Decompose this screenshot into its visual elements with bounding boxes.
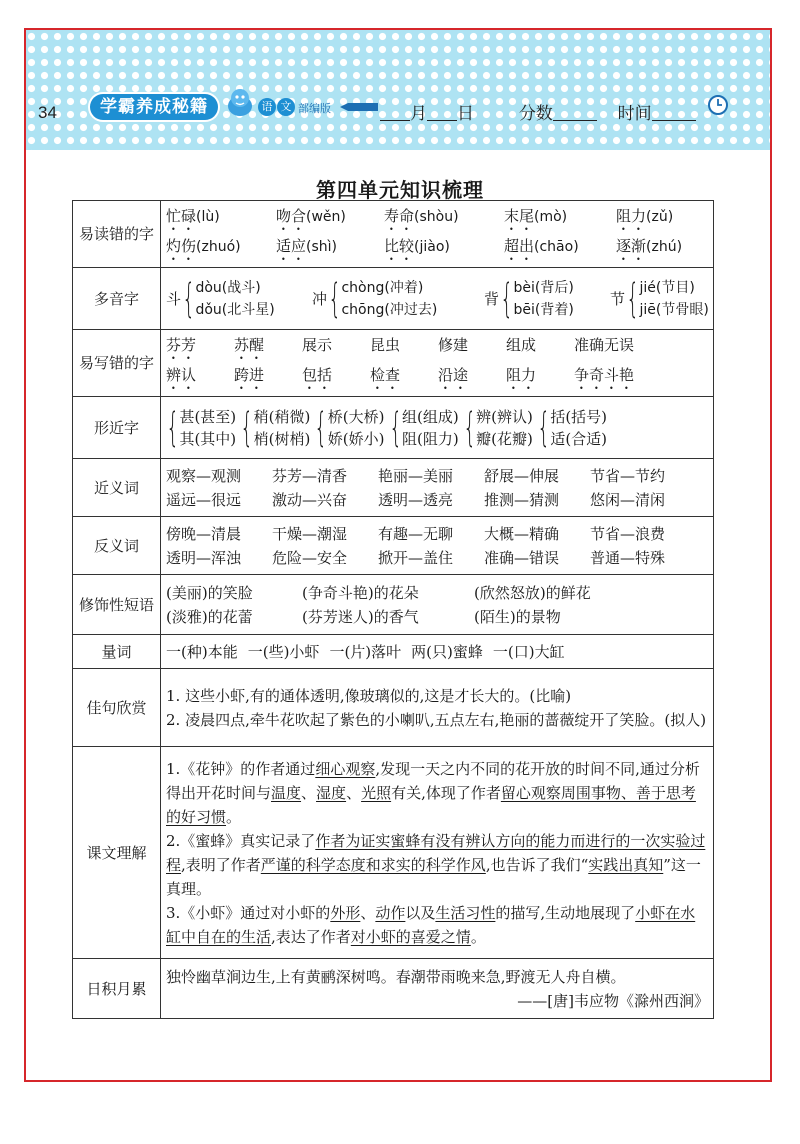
- row-label: 形近字: [73, 397, 161, 459]
- list-item: (美丽)的笑脸 (争奇斗艳)的花朵 (欣然怒放)的鲜花: [166, 583, 591, 602]
- list-item: 观察—观测 芬芳—清香 艳丽—美丽 舒展—伸展 节省—节约: [166, 466, 666, 485]
- polyphone-list: [166, 277, 709, 321]
- row-label: 日积月累: [73, 959, 161, 1019]
- table-row: [73, 459, 714, 517]
- row-label: 多音字: [73, 268, 161, 330]
- score-label: 分数: [518, 104, 553, 124]
- day-blank[interactable]: [427, 103, 457, 121]
- row-label: 量词: [73, 635, 161, 669]
- list-item: 背 { bèi(背后) bēi(背着): [484, 275, 574, 322]
- table-row: [73, 669, 714, 747]
- list-item: { 辨(辨认) 瓣(花瓣): [463, 404, 533, 451]
- list-item: { 稍(稍微) 梢(树梢): [240, 404, 311, 451]
- knowledge-table: [72, 200, 714, 1019]
- similar-char-list: [166, 406, 709, 450]
- sentence-item: 1. 这些小虾,有的通体透明,像玻璃似的,这是才长大的。(比喻): [166, 686, 572, 705]
- list-item: 一(种)本能 一(些)小虾 一(片)落叶 两(只)蜜蜂 一(口)大缸: [166, 642, 565, 661]
- list-item: { 组(组成) 阻(阻力): [388, 404, 459, 451]
- table-row: [73, 397, 714, 459]
- table-row: [73, 575, 714, 635]
- book-title-logo: 学霸养成秘籍: [90, 94, 218, 120]
- understanding-item: 2.《蜜蜂》真实记录了作者为证实蜜蜂有没有辨认方向的能力而进行的一次实验过程,表明了作者严谨的科学态度和求实的科学作风,也告诉了我们“实践出真知”这一真理。: [166, 831, 706, 898]
- table-row: [73, 201, 714, 268]
- poem-source: ——[唐]韦应物《滁州西涧》: [517, 991, 709, 1010]
- time-label: 时间: [617, 104, 652, 124]
- row-label: 佳句欣赏: [73, 669, 161, 747]
- row-label: 反义词: [73, 517, 161, 575]
- row-label: 修饰性短语: [73, 575, 161, 635]
- subject-badge: [258, 98, 295, 116]
- row-label: 易写错的字: [73, 330, 161, 397]
- list-item: 遥远—很远 激动—兴奋 透明—透亮 推测—猜测 悠闲—清闲: [166, 490, 666, 509]
- table-row: [73, 330, 714, 397]
- list-item: 忙碌(lù) 吻合(wěn) 寿命(shòu) 末尾(mò) 阻力(zǔ): [166, 207, 674, 225]
- edition-label: 部编版: [298, 102, 331, 115]
- table-row: [73, 517, 714, 575]
- page-title: 第四单元知识梳理: [316, 178, 484, 202]
- list-item: 傍晚—清晨 干燥—潮湿 有趣—无聊 大概—精确 节省—浪费: [166, 524, 666, 543]
- list-item: { 甚(甚至) 其(其中): [166, 404, 237, 451]
- day-label: 日: [457, 104, 474, 124]
- list-item: { 括(括号) 适(合适): [537, 404, 608, 451]
- list-item: 辨认 跨进 包括 检查 沿途 阻力 争奇斗艳: [166, 366, 635, 384]
- time-blank[interactable]: [652, 103, 696, 121]
- table-row: [73, 268, 714, 330]
- month-blank[interactable]: [380, 103, 410, 121]
- list-item: (淡雅)的花蕾 (芬芳迷人)的香气 (陌生)的景物: [166, 607, 561, 626]
- list-item: { 桥(大桥) 娇(娇小): [314, 404, 385, 451]
- mascot-icon: [222, 84, 258, 120]
- understanding-item: 1.《花钟》的作者通过细心观察,发现一天之内不同的花开放的时间不同,通过分析得出开花时间与温度、湿度、光照有关,体现了作者留心观察周围事物、善于思考的好习惯。: [166, 759, 700, 826]
- poem-text: 独怜幽草涧边生,上有黄鹂深树鸣。春潮带雨晚来急,野渡无人舟自横。: [166, 967, 626, 986]
- month-label: 月: [410, 104, 427, 124]
- understanding-item: 3.《小虾》通过对小虾的外形、动作以及生活习性的描写,生动地展现了小虾在水缸中自在的生活,表达了作者对小虾的喜爱之情。: [166, 903, 696, 946]
- list-item: 芬芳 苏醒 展示 昆虫 修建 组成 准确无误: [166, 336, 635, 354]
- list-item: 透明—浑浊 危险—安全 掀开—盖住 准确—错误 普通—特殊: [166, 548, 666, 567]
- list-item: 冲 { chòng(冲着) chōng(冲过去): [312, 275, 438, 322]
- subject-char: 文: [277, 98, 295, 116]
- row-label: 课文理解: [73, 747, 161, 959]
- table-row: [73, 959, 714, 1019]
- clock-icon: [707, 94, 729, 116]
- date-score-fields: [380, 99, 696, 124]
- table-row: [73, 747, 714, 959]
- list-item: 斗 { dòu(战斗) dǒu(北斗星): [166, 275, 275, 322]
- list-item: 节 { jié(节目) jiē(节骨眼): [610, 275, 709, 322]
- row-label: 近义词: [73, 459, 161, 517]
- table-row: [73, 635, 714, 669]
- pencil-icon: [340, 102, 380, 112]
- list-item: 灼伤(zhuó) 适应(shì) 比较(jiào) 超出(chāo) 逐渐(zhú): [166, 237, 683, 255]
- page-number: 34: [38, 103, 57, 122]
- subject-char: 语: [258, 98, 276, 116]
- sentence-item: 2. 凌晨四点,牵牛花吹起了紫色的小喇叭,五点左右,艳丽的蔷薇绽开了笑脸。(拟人): [166, 710, 707, 729]
- row-label: 易读错的字: [73, 201, 161, 268]
- score-blank[interactable]: [553, 103, 597, 121]
